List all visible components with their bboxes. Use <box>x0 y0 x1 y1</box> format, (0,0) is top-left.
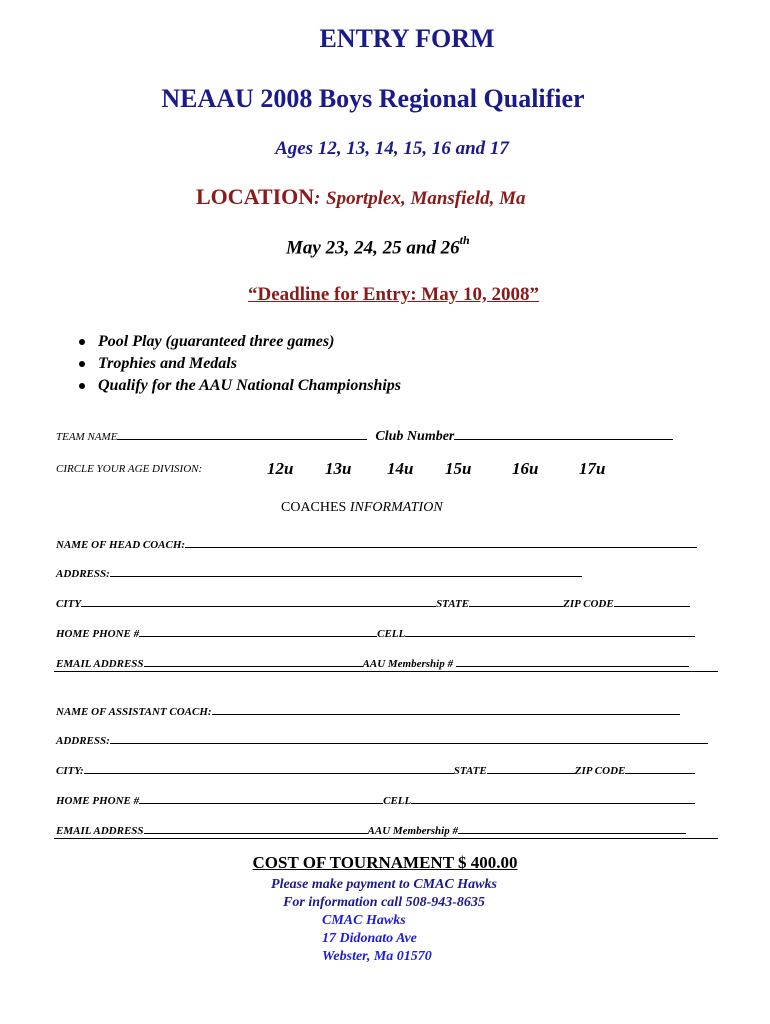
head-coach-name-label: NAME OF HEAD COACH: <box>56 539 186 551</box>
feature-item <box>70 353 401 375</box>
dates-suffix: th <box>459 233 470 247</box>
section-divider <box>54 838 718 839</box>
head-address-field[interactable] <box>110 566 582 577</box>
head-state-label: STATE <box>436 598 470 610</box>
assistant-city-row <box>56 763 695 777</box>
dates-line <box>286 235 470 259</box>
head-coach-name-field[interactable] <box>185 537 697 548</box>
head-city-row <box>56 596 690 610</box>
head-email-label: EMAIL ADDRESS <box>56 658 144 670</box>
feature-text: Pool Play (guaranteed three games) <box>98 333 335 350</box>
assistant-state-label: STATE <box>453 765 487 777</box>
head-address-label: ADDRESS: <box>56 568 110 580</box>
assistant-address-row <box>56 733 708 747</box>
bullet-icon <box>79 339 85 345</box>
assistant-cell-field[interactable] <box>411 793 695 804</box>
location-line <box>196 184 526 210</box>
head-city-label: CITY <box>56 598 82 610</box>
head-aau-label: AAU Membership # <box>362 658 453 670</box>
head-zip-field[interactable] <box>614 596 690 607</box>
head-aau-field[interactable] <box>456 656 689 667</box>
head-address-row <box>56 566 582 580</box>
age-option-12u[interactable]: 12u <box>267 459 294 478</box>
club-number-field[interactable] <box>454 429 673 440</box>
assistant-coach-name-row <box>56 704 680 718</box>
age-option-16u[interactable]: 16u <box>512 459 539 478</box>
age-option-14u[interactable]: 14u <box>387 459 414 478</box>
bullet-icon <box>79 383 85 389</box>
head-zip-label: ZIP CODE <box>563 598 614 610</box>
dates-main: May 23, 24, 25 and 26 <box>286 237 460 259</box>
head-cell-label: CELL <box>377 628 406 640</box>
head-email-field[interactable] <box>144 656 363 667</box>
payment-address-line: CMAC Hawks <box>322 913 406 928</box>
team-name-label: TEAM NAME <box>56 431 118 443</box>
payment-address-line: 17 Didonato Ave <box>322 931 417 946</box>
age-division-label: CIRCLE YOUR AGE DIVISION: <box>56 463 203 475</box>
head-cell-field[interactable] <box>405 626 695 637</box>
payment-address-line: Webster, Ma 01570 <box>322 949 432 964</box>
assistant-zip-label: ZIP CODE <box>574 765 626 777</box>
team-name-field[interactable] <box>117 429 367 440</box>
payment-instructions: Please make payment to CMAC Hawks <box>271 877 497 892</box>
assistant-state-field[interactable] <box>487 763 575 774</box>
head-home-phone-label: HOME PHONE # <box>56 628 140 640</box>
event-title: NEAAU 2008 Boys Regional Qualifier <box>161 84 585 113</box>
form-title: ENTRY FORM <box>319 24 495 53</box>
assistant-zip-field[interactable] <box>625 763 695 774</box>
age-option-17u[interactable]: 17u <box>579 459 606 478</box>
location-place: Sportplex, Mansfield, Ma <box>326 188 526 209</box>
feature-item <box>70 331 401 353</box>
tournament-cost: COST OF TOURNAMENT $ 400.00 <box>252 853 518 872</box>
location-colon: : <box>314 188 321 209</box>
assistant-home-phone-label: HOME PHONE # <box>56 795 140 807</box>
feature-text: Qualify for the AAU National Championships <box>98 377 402 394</box>
club-number-label: Club Number <box>375 429 455 444</box>
assistant-coach-name-field[interactable] <box>212 704 680 715</box>
head-state-field[interactable] <box>469 596 563 607</box>
assistant-address-field[interactable] <box>110 733 708 744</box>
assistant-email-label: EMAIL ADDRESS <box>56 825 144 837</box>
assistant-email-field[interactable] <box>144 823 368 834</box>
location-label: LOCATION <box>196 184 315 209</box>
feature-text: Trophies and Medals <box>98 355 237 372</box>
payment-info-phone: For information call 508-943-8635 <box>283 895 485 910</box>
assistant-coach-name-label: NAME OF ASSISTANT COACH: <box>56 706 212 718</box>
head-coach-name-row <box>56 537 697 551</box>
assistant-email-row <box>56 823 686 837</box>
assistant-cell-label: CELL <box>383 795 412 807</box>
coaches-heading-italic: INFORMATION <box>349 500 443 515</box>
age-option-13u[interactable]: 13u <box>325 459 352 478</box>
feature-list <box>70 331 401 397</box>
assistant-city-field[interactable] <box>84 763 454 774</box>
assistant-address-label: ADDRESS: <box>56 735 110 747</box>
assistant-phone-row <box>56 793 695 807</box>
bullet-icon <box>79 361 85 367</box>
ages-line: Ages 12, 13, 14, 15, 16 and 17 <box>275 138 509 159</box>
deadline-line: “Deadline for Entry: May 10, 2008” <box>248 284 539 305</box>
head-city-field[interactable] <box>81 596 436 607</box>
coaches-heading-plain: COACHES <box>281 500 350 515</box>
assistant-aau-field[interactable] <box>458 823 686 834</box>
section-divider <box>54 671 718 672</box>
team-row <box>56 427 673 445</box>
age-option-15u[interactable]: 15u <box>445 459 472 478</box>
assistant-aau-label: AAU Membership # <box>367 825 458 837</box>
head-email-row <box>56 656 689 670</box>
head-home-phone-field[interactable] <box>139 626 377 637</box>
head-phone-row <box>56 626 695 640</box>
feature-item <box>70 375 401 397</box>
assistant-home-phone-field[interactable] <box>139 793 383 804</box>
coaches-heading <box>281 500 443 516</box>
assistant-city-label: CITY: <box>56 765 84 777</box>
